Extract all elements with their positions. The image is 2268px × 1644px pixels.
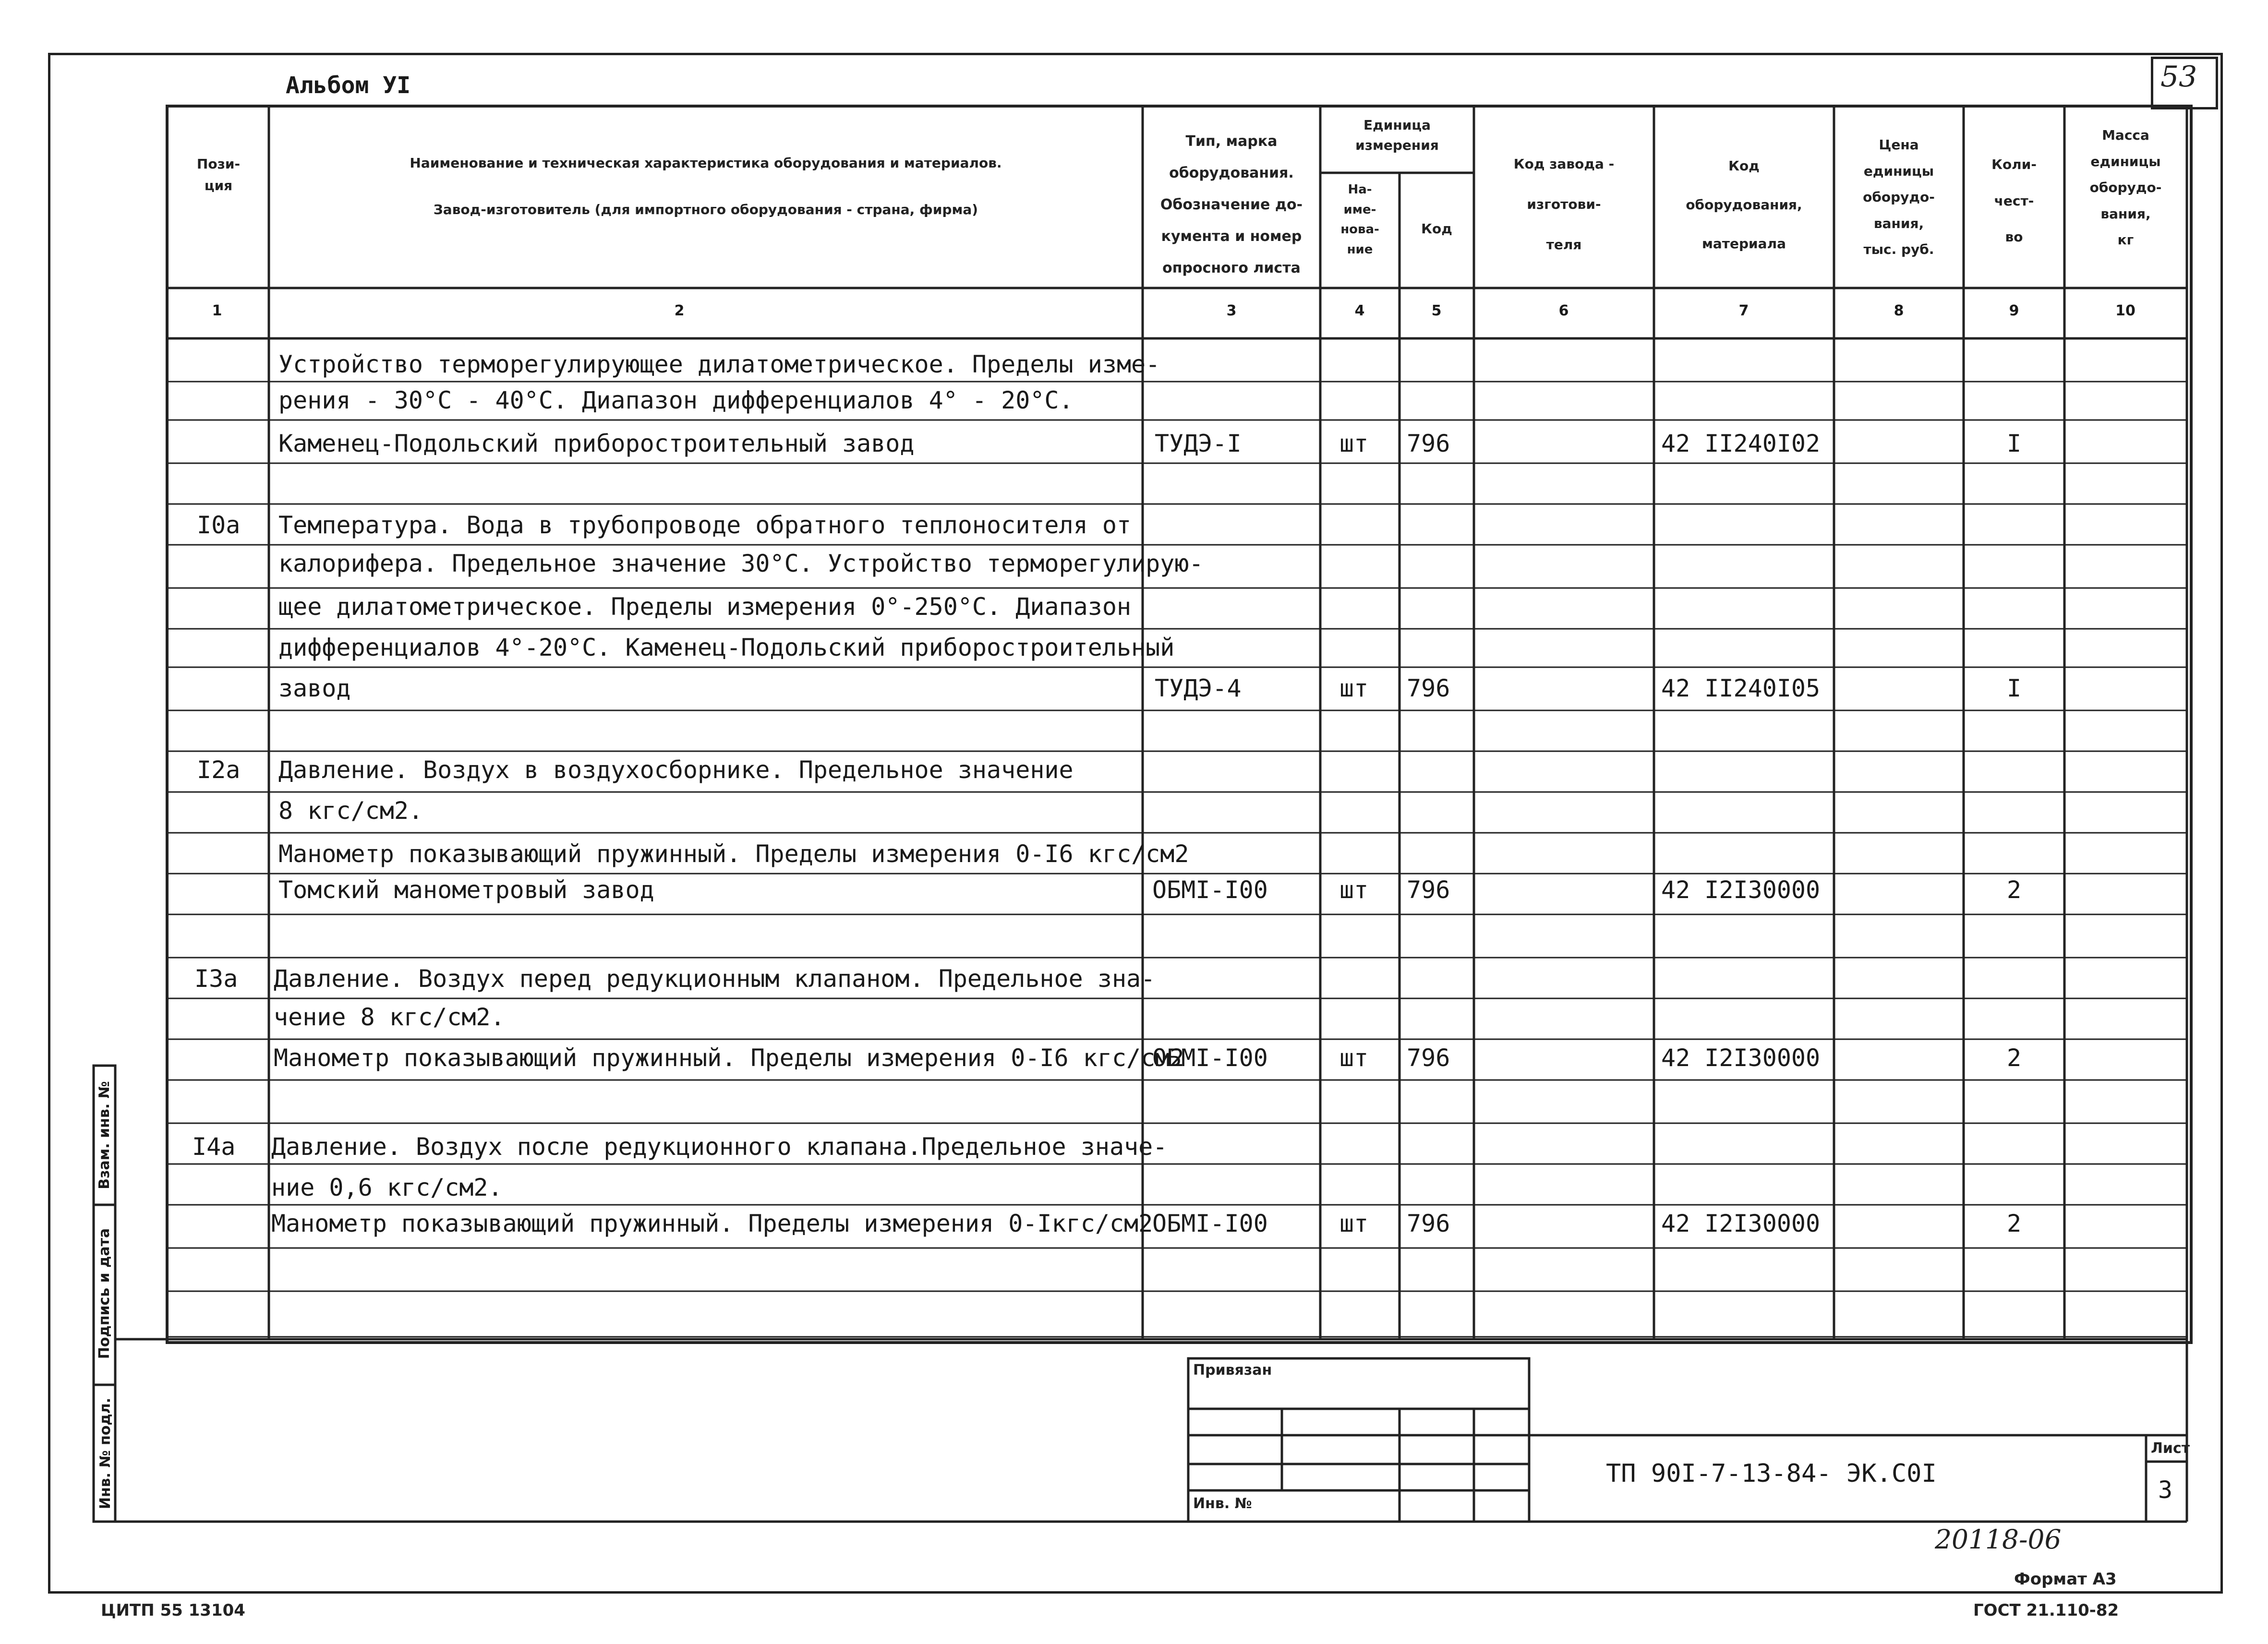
row-text: Манометр показывающий пружинный. Пределы измерения 0-Iкгс/см2 bbox=[271, 1210, 1153, 1237]
row-position: I0а bbox=[197, 511, 241, 539]
col-number-6: 6 bbox=[1558, 302, 1569, 319]
page-number-handwritten: 53 bbox=[2160, 60, 2197, 94]
row-equip-code: 42 II240I05 bbox=[1661, 674, 1821, 702]
row-unit-code: 796 bbox=[1407, 1044, 1450, 1072]
row-unit: шт bbox=[1339, 430, 1369, 457]
row-unit-code: 796 bbox=[1407, 430, 1450, 457]
row-type: ОБМI-I00 bbox=[1152, 1044, 1268, 1072]
format-label: Формат А3 bbox=[2014, 1570, 2117, 1589]
row-type: ОБМI-I00 bbox=[1152, 1210, 1268, 1237]
row-text: 8 кгс/см2. bbox=[278, 797, 423, 825]
row-equip-code: 42 II240I02 bbox=[1661, 430, 1821, 457]
col-number-1: 1 bbox=[212, 302, 222, 319]
col-number-7: 7 bbox=[1738, 302, 1749, 319]
row-text: Манометр показывающий пружинный. Пределы измерения 0-I6 кгс/см2 bbox=[278, 840, 1189, 868]
col-number-5: 5 bbox=[1431, 302, 1442, 319]
header-unit-code: Код bbox=[1421, 221, 1452, 237]
col-number-4: 4 bbox=[1354, 302, 1365, 319]
header-qty: Коли- чест- во bbox=[1991, 156, 2037, 245]
header-mass: Масса единицы оборудо- вания, кг bbox=[2089, 127, 2162, 248]
col-number-8: 8 bbox=[1894, 302, 1904, 319]
row-text: щее дилатометрическое. Пределы измерения 0°-250°С. Диапазон bbox=[278, 593, 1132, 621]
row-equip-code: 42 I2I30000 bbox=[1661, 1210, 1821, 1237]
stamp-privyazan: Привязан bbox=[1193, 1362, 1272, 1379]
row-text: завод bbox=[278, 674, 351, 702]
row-unit: шт bbox=[1339, 876, 1369, 904]
row-text: калорифера. Предельное значение 30°С. Устройство терморегулирую- bbox=[278, 550, 1204, 577]
handwritten-archive-number: 20118-06 bbox=[1935, 1524, 2062, 1555]
stamp-sheet-label: Лист bbox=[2151, 1440, 2190, 1457]
header-unit-name: На- име- нова- ние bbox=[1340, 182, 1379, 257]
row-position: I2а bbox=[197, 756, 241, 784]
row-position: I4а bbox=[192, 1133, 236, 1161]
row-text: дифференциалов 4°-20°С. Каменец-Подольский приборостроительный bbox=[278, 634, 1175, 661]
header-unit-group: Единица измерения bbox=[1355, 117, 1439, 153]
row-text: Давление. Воздух в воздухосборнике. Предельное значение bbox=[278, 756, 1074, 784]
header-name-line2: Завод-изготовитель (для импортного оборудования - страна, фирма) bbox=[433, 202, 978, 217]
row-text: Каменец-Подольский приборостроительный завод bbox=[278, 430, 915, 457]
row-position: I3а bbox=[194, 965, 238, 993]
row-type: ОБМI-I00 bbox=[1152, 876, 1268, 904]
side-stamp-podpis: Подпись и дата bbox=[96, 1228, 113, 1359]
row-unit: шт bbox=[1339, 674, 1369, 702]
col-number-10: 10 bbox=[2115, 302, 2135, 319]
header-maker-code: Код завода - изготови- теля bbox=[1513, 156, 1615, 252]
row-type: ТУДЭ-4 bbox=[1155, 674, 1242, 702]
row-text: ние 0,6 кгс/см2. bbox=[271, 1174, 503, 1201]
header-name-line1: Наименование и техническая характеристика оборудования и материалов. bbox=[410, 155, 1002, 171]
row-qty: 2 bbox=[2007, 1044, 2022, 1072]
stamp-sheet-number: 3 bbox=[2158, 1476, 2173, 1504]
col-number-3: 3 bbox=[1226, 302, 1237, 319]
row-unit: шт bbox=[1339, 1044, 1369, 1072]
row-text: Томский манометровый завод bbox=[278, 876, 654, 904]
col-number-2: 2 bbox=[674, 302, 685, 319]
col-number-9: 9 bbox=[2009, 302, 2019, 319]
row-text: чение 8 кгс/см2. bbox=[274, 1003, 505, 1031]
row-equip-code: 42 I2I30000 bbox=[1661, 1044, 1821, 1072]
header-position: Пози- ция bbox=[196, 156, 241, 193]
row-unit-code: 796 bbox=[1407, 876, 1450, 904]
bottom-right-gost: ГОСТ 21.110-82 bbox=[1973, 1601, 2119, 1620]
row-text: Манометр показывающий пружинный. Пределы измерения 0-I6 кгс/см2 bbox=[274, 1044, 1184, 1072]
row-qty: I bbox=[2007, 430, 2022, 457]
row-unit: шт bbox=[1339, 1210, 1369, 1237]
side-stamp-vzam: Взам. инв. № bbox=[96, 1081, 113, 1189]
bottom-left-code: ЦИТП 55 13104 bbox=[101, 1601, 245, 1620]
album-title: Альбом УI bbox=[286, 72, 411, 99]
header-type: Тип, марка оборудования. Обозначение до- кумента и номер опросного листа bbox=[1160, 133, 1303, 276]
row-unit-code: 796 bbox=[1407, 674, 1450, 702]
document-code: ТП 90I-7-13-84- ЭК.С0I bbox=[1606, 1459, 1937, 1488]
row-qty: 2 bbox=[2007, 1210, 2022, 1237]
row-qty: 2 bbox=[2007, 876, 2022, 904]
row-text: Давление. Воздух перед редукционным клапаном. Предельное зна- bbox=[274, 965, 1156, 993]
side-stamp-inv-podl: Инв. № подл. bbox=[97, 1397, 114, 1510]
row-unit-code: 796 bbox=[1407, 1210, 1450, 1237]
row-text: рения - 30°С - 40°С. Диапазон дифференциалов 4° - 20°С. bbox=[278, 386, 1074, 414]
row-text: Температура. Вода в трубопроводе обратного теплоносителя от bbox=[278, 511, 1132, 539]
row-qty: I bbox=[2007, 674, 2022, 702]
row-type: ТУДЭ-I bbox=[1155, 430, 1242, 457]
row-text: Устройство терморегулирующее дилатометрическое. Пределы изме- bbox=[278, 350, 1160, 378]
header-equip-code: Код оборудования, материала bbox=[1686, 158, 1802, 252]
header-price: Цена единицы оборудо- вания, тыс. руб. bbox=[1863, 137, 1935, 258]
row-equip-code: 42 I2I30000 bbox=[1661, 876, 1821, 904]
stamp-inv: Инв. № bbox=[1193, 1495, 1252, 1512]
row-text: Давление. Воздух после редукционного клапана.Предельное значе- bbox=[271, 1133, 1168, 1161]
